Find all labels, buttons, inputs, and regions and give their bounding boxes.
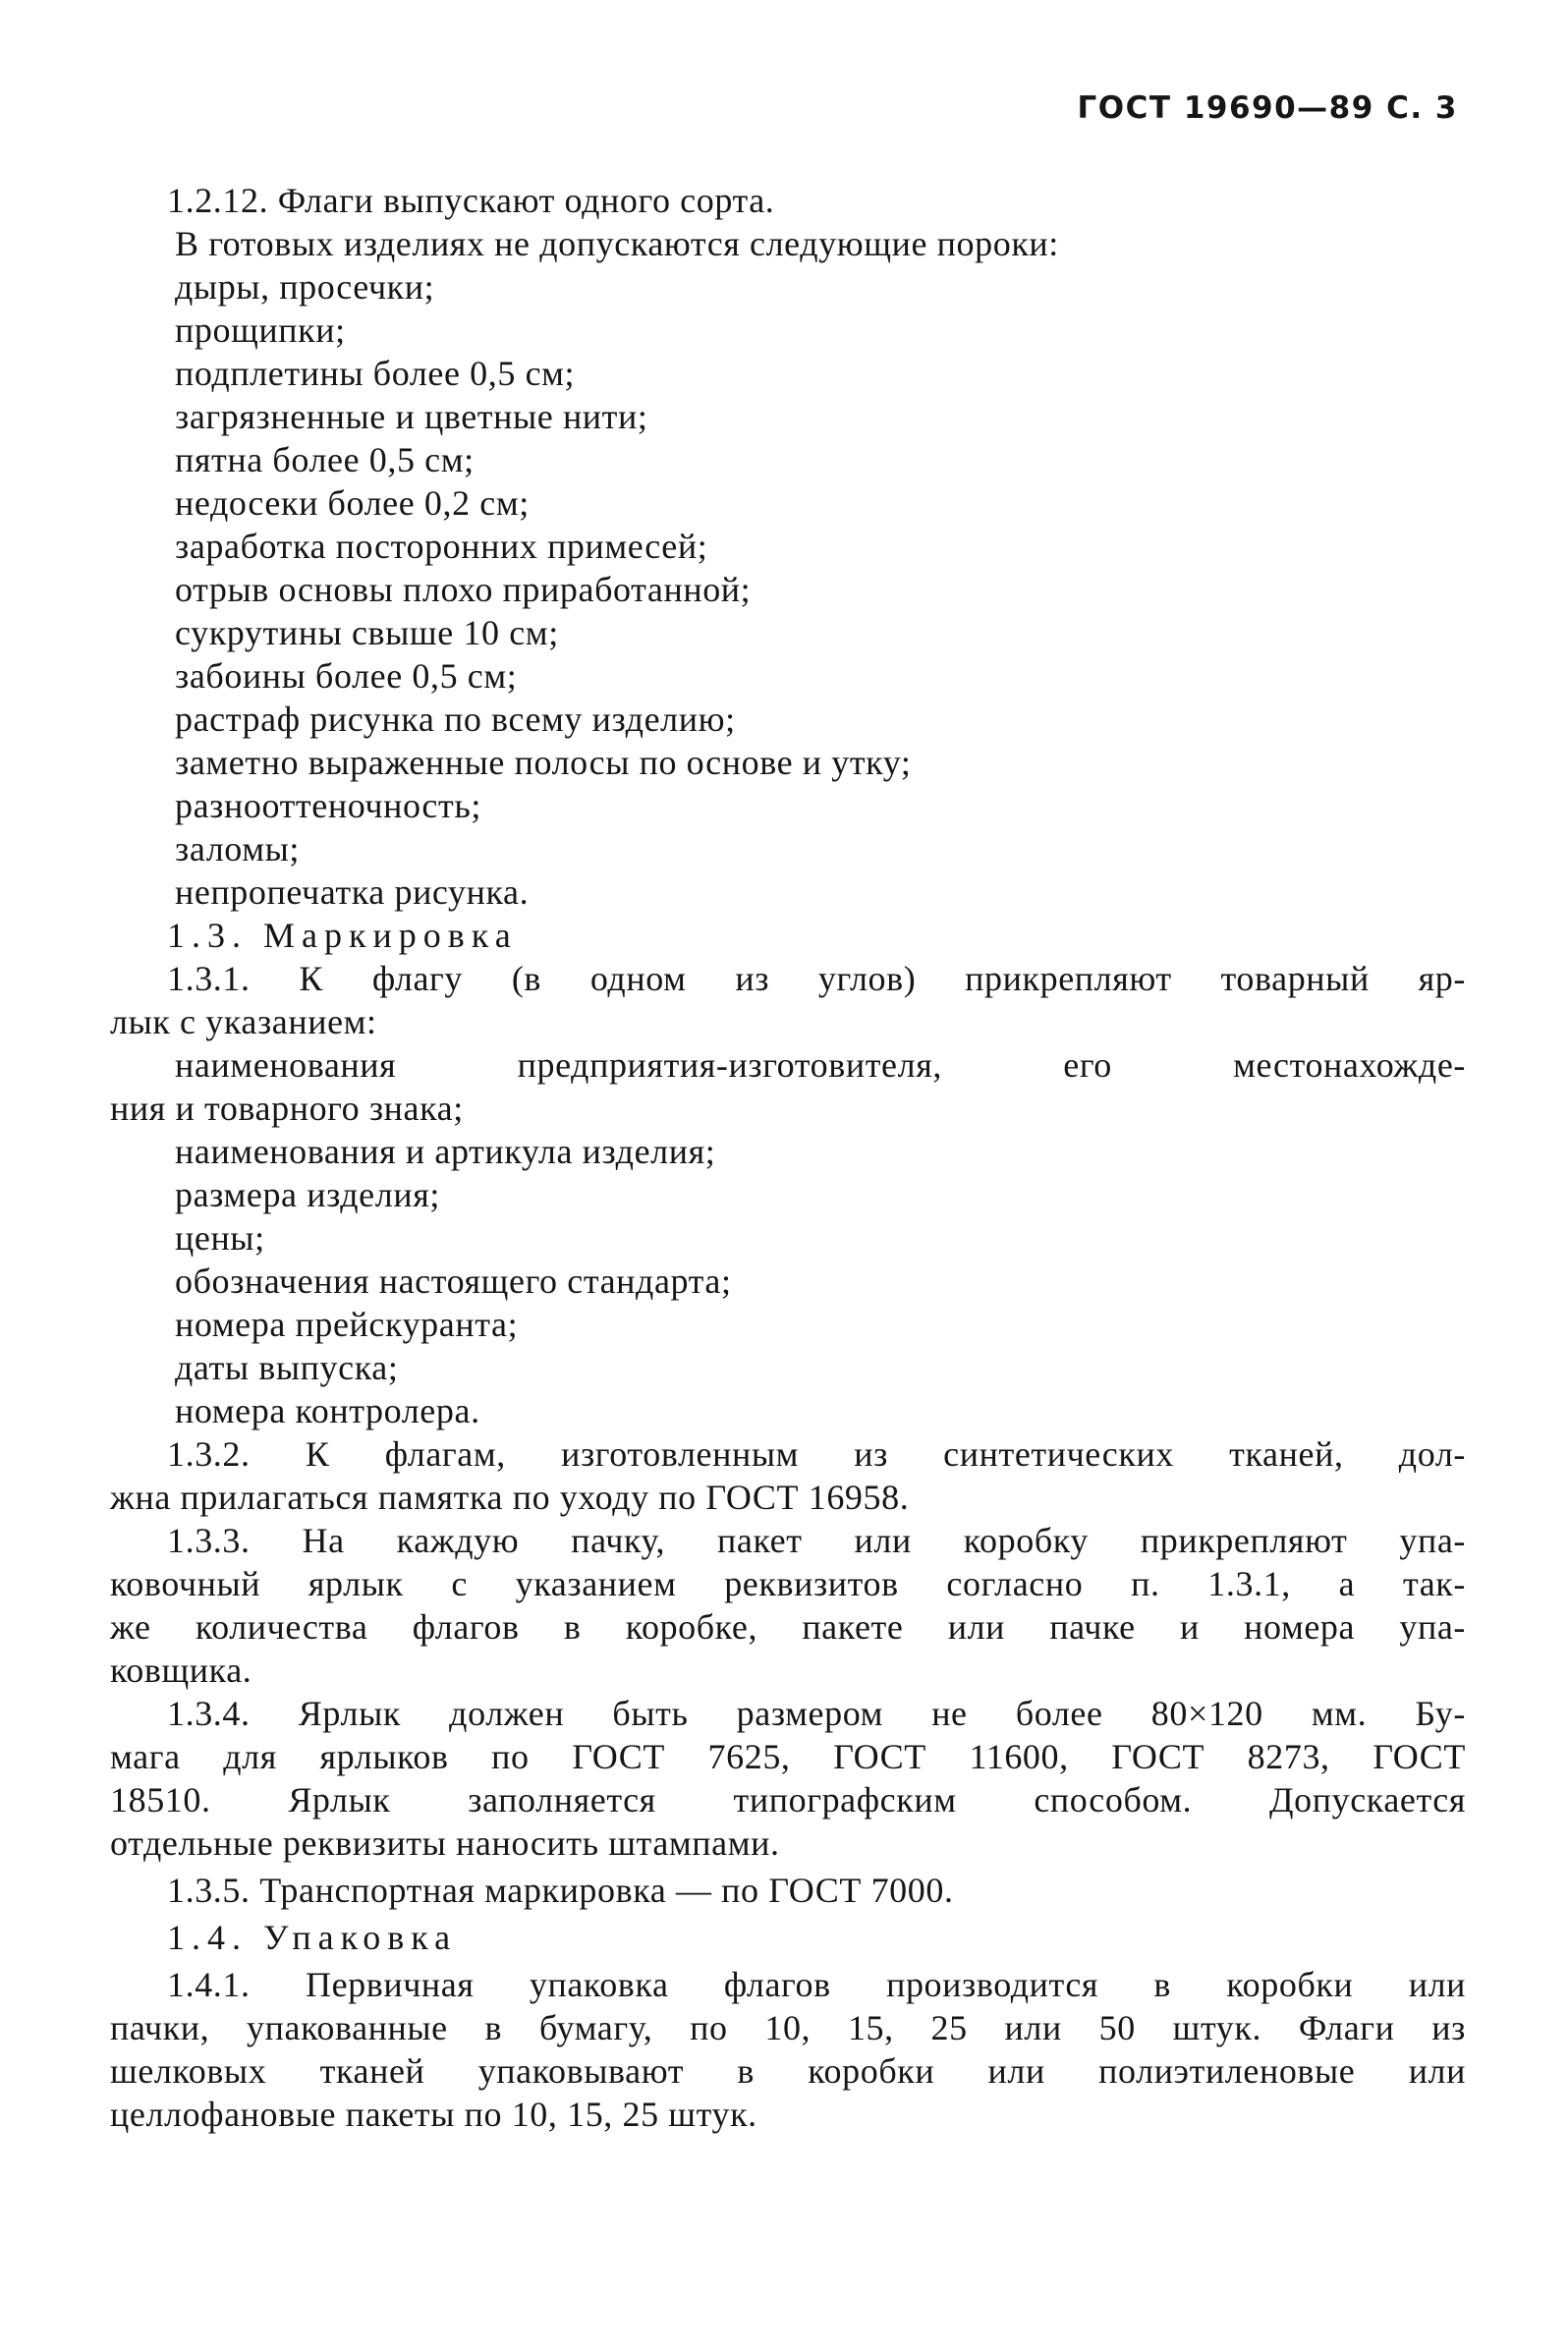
text-line: 1.4.1. Первичная упаковка флагов производится в коробки или	[167, 1965, 1466, 2004]
text-line: разнооттеночность;	[175, 786, 481, 825]
text-line: заломы;	[175, 829, 300, 868]
page-header: ГОСТ 19690—89 С. 3	[1077, 90, 1458, 126]
text-line: наименования и артикула изделия;	[175, 1132, 716, 1171]
text-line: мага для ярлыков по ГОСТ 7625, ГОСТ 11600, ГОСТ 8273, ГОСТ	[110, 1737, 1466, 1776]
text-line: ковочный ярлык с указанием реквизитов согласно п. 1.3.1, а так-	[110, 1564, 1466, 1603]
text-line: пятна более 0,5 см;	[175, 440, 475, 479]
text-line: прощипки;	[175, 310, 346, 350]
text-line: заметно выраженные полосы по основе и утку;	[175, 743, 912, 782]
text-line: отрыв основы плохо приработанной;	[175, 570, 752, 609]
text-line: ния и товарного знака;	[110, 1089, 464, 1128]
text-line: номера контролера.	[175, 1391, 480, 1430]
text-line: 1.3.5. Транспортная маркировка — по ГОСТ 7000.	[167, 1871, 954, 1910]
text-line: ковщика.	[110, 1651, 252, 1690]
text-line: обозначения настоящего стандарта;	[175, 1261, 732, 1301]
text-line: шелковых тканей упаковывают в коробки или полиэтиленовые или	[110, 2051, 1466, 2091]
text-line: отдельные реквизиты наносить штампами.	[110, 1823, 780, 1863]
text-line: 1.3.1. К флагу (в одном из углов) прикрепляют товарный яр-	[167, 959, 1466, 998]
text-line: сукрутины свыше 10 см;	[175, 613, 559, 652]
text-line: наименования предприятия-изготовителя, его местонахожде-	[175, 1045, 1466, 1085]
text-line: лык с указанием:	[110, 1002, 377, 1041]
text-line: В готовых изделиях не допускаются следующие пороки:	[175, 224, 1059, 263]
text-line: цены;	[175, 1218, 265, 1258]
text-line: 1.3.3. На каждую пачку, пакет или коробку прикрепляют упа-	[167, 1521, 1466, 1560]
text-line: подплетины более 0,5 см;	[175, 354, 576, 393]
text-line: дыры, просечки;	[175, 267, 435, 307]
text-line: номера прейскуранта;	[175, 1305, 519, 1344]
text-line: даты выпуска;	[175, 1348, 399, 1387]
text-line: 1.3.2. К флагам, изготовленным из синтетических тканей, дол-	[167, 1434, 1466, 1474]
text-line: загрязненные и цветные нити;	[175, 397, 648, 436]
text-line: растраф рисунка по всему изделию;	[175, 700, 736, 739]
section-heading: 1.3. Маркировка	[167, 916, 518, 955]
text-line: же количества флагов в коробке, пакете или пачке и номера упа-	[110, 1607, 1466, 1647]
text-line: заработка посторонних примесей;	[175, 527, 708, 566]
text-line: целлофановые пакеты по 10, 15, 25 штук.	[110, 2095, 757, 2134]
text-line: жна прилагаться памятка по уходу по ГОСТ 16958.	[110, 1478, 910, 1517]
text-line: пачки, упакованные в бумагу, по 10, 15, 25 или 50 штук. Флаги из	[110, 2008, 1466, 2047]
text-line: забоины более 0,5 см;	[175, 656, 518, 696]
text-line: размера изделия;	[175, 1175, 440, 1214]
text-line: непропечатка рисунка.	[175, 872, 530, 912]
text-line: 1.3.4. Ярлык должен быть размером не более 80×120 мм. Бу-	[167, 1694, 1466, 1733]
text-line: недосеки более 0,2 см;	[175, 483, 530, 523]
section-heading: 1.4. Упаковка	[167, 1918, 458, 1957]
text-line: 1.2.12. Флаги выпускают одного сорта.	[167, 181, 775, 220]
text-line: 18510. Ярлык заполняется типографским способом. Допускается	[110, 1780, 1466, 1820]
